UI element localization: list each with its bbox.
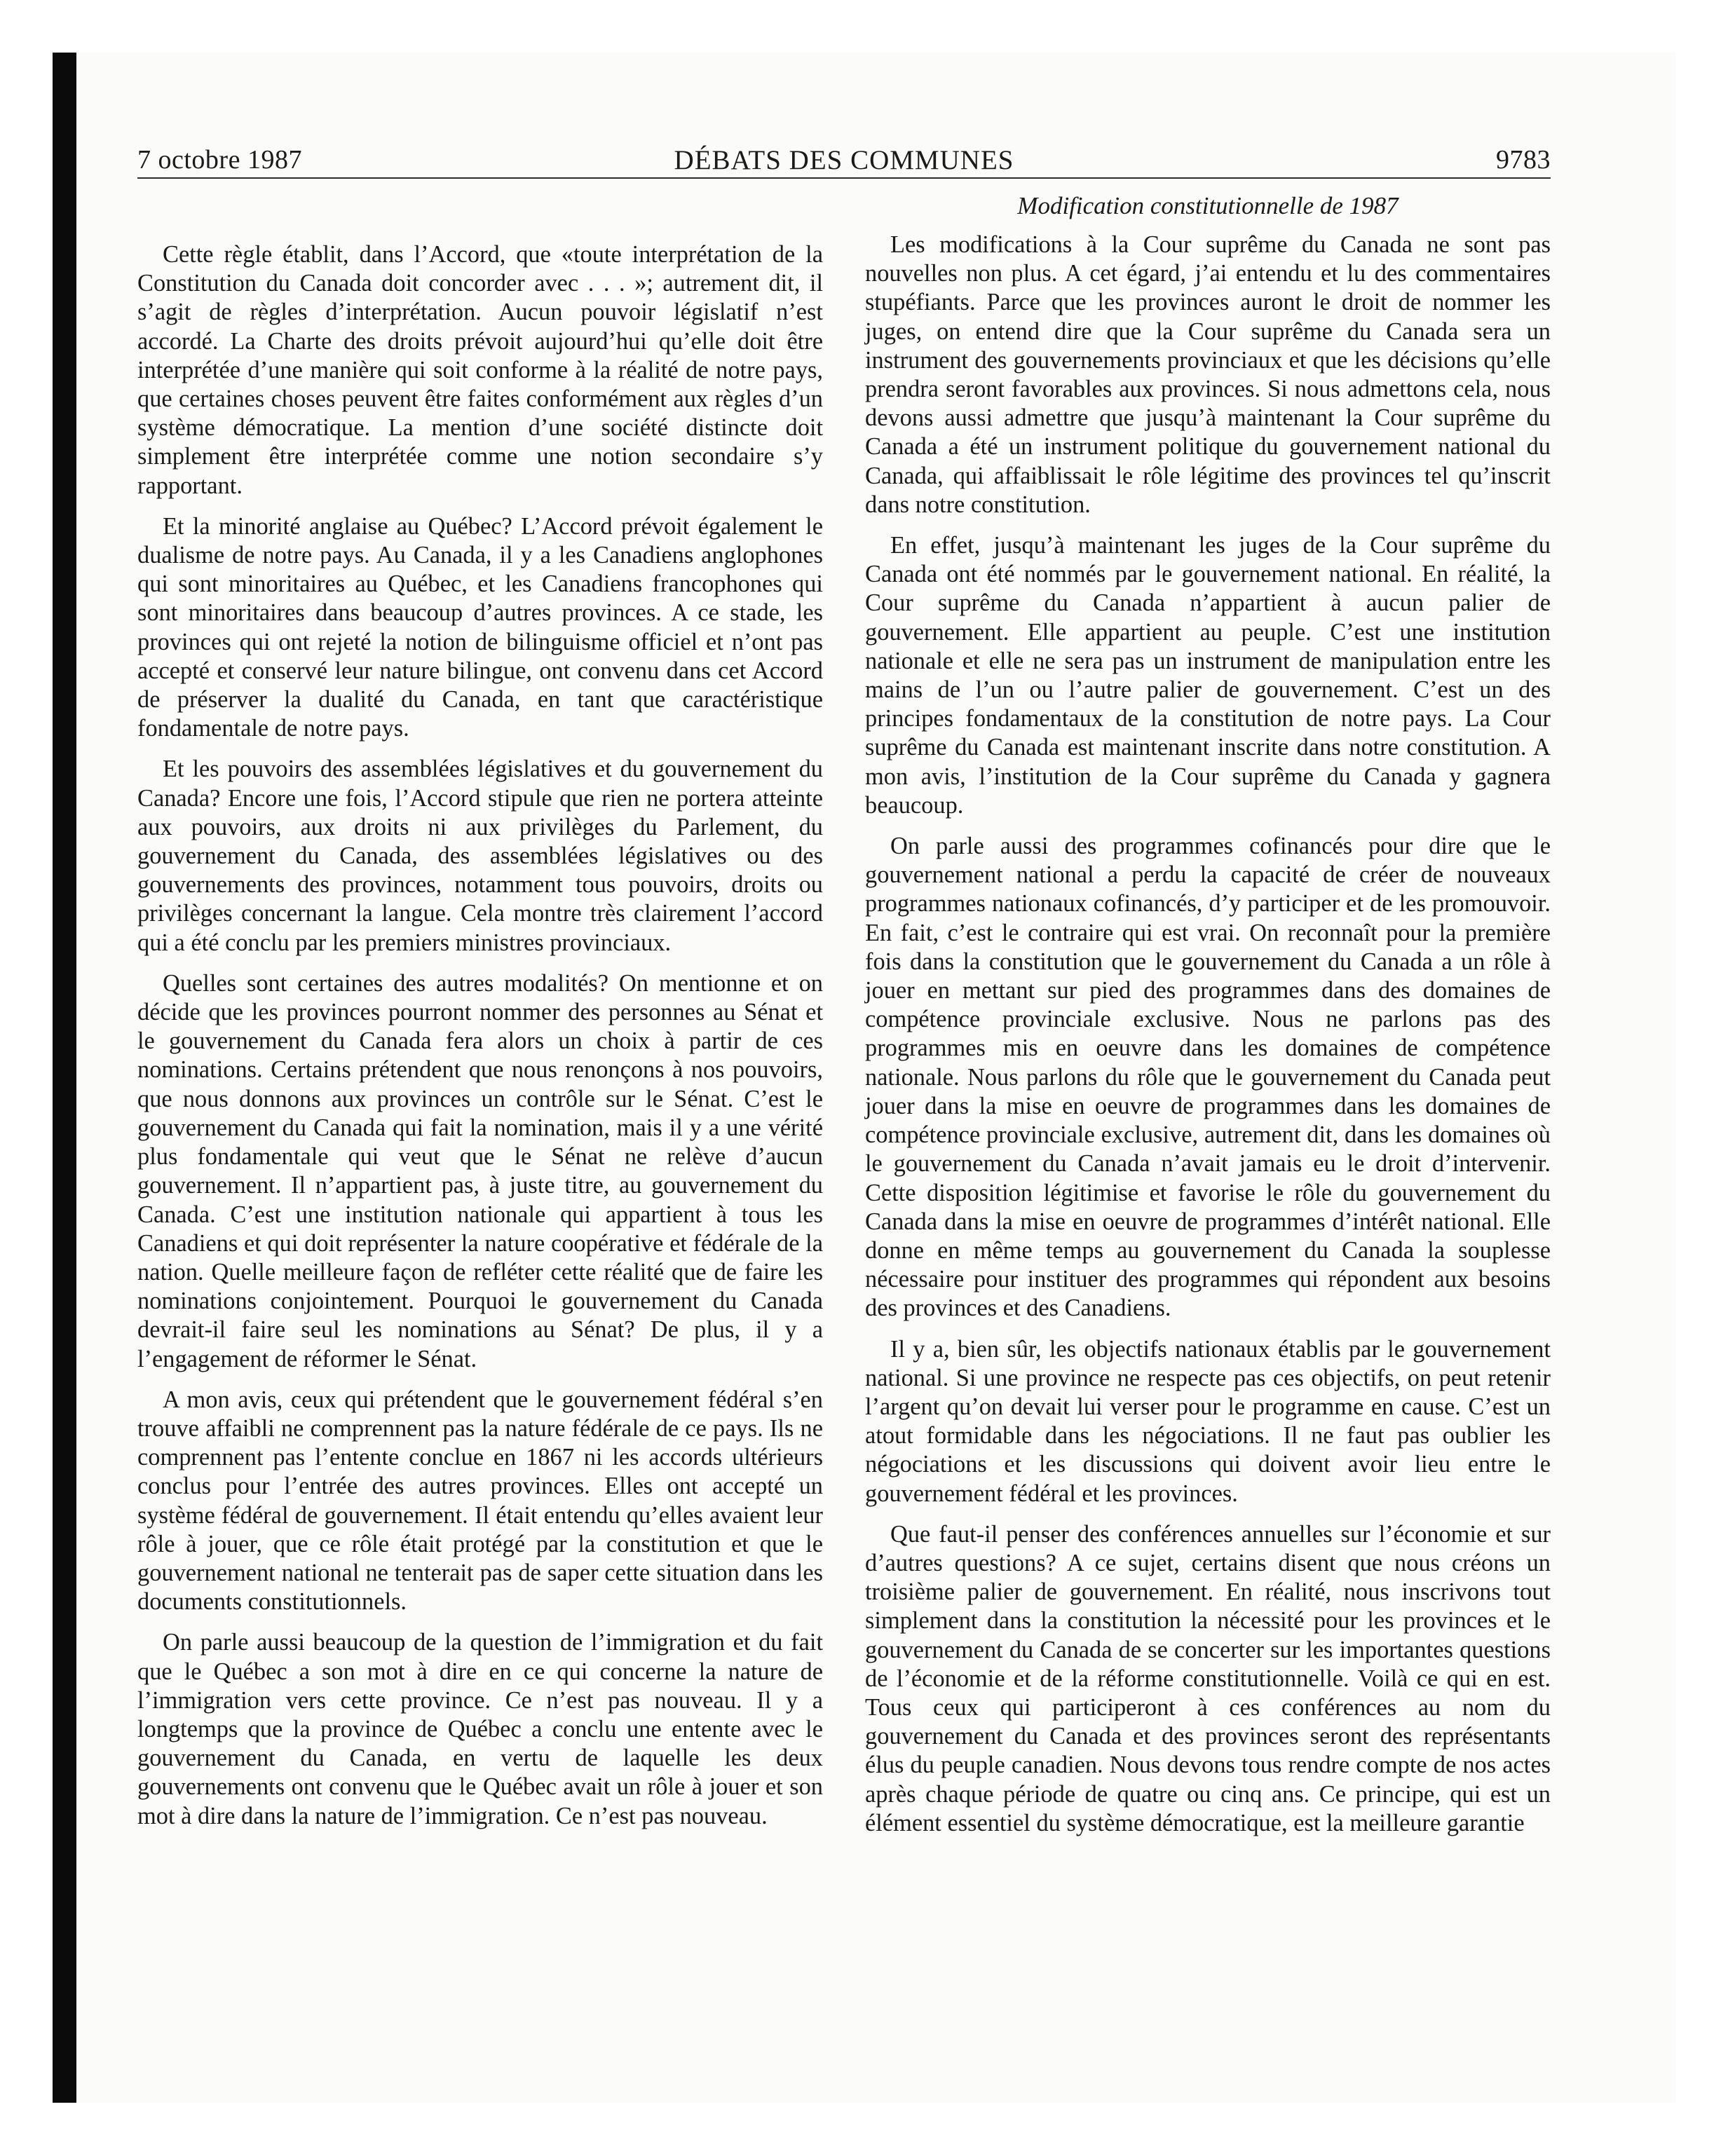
paragraph: On parle aussi des programmes cofinancés pour dire que le gouvernement national a perdu la capacité de créer de nouveaux programmes nationaux cofinancés, d’y participer et de les promouvoir. En fait, c’est le contraire qui est vrai. On reconnaît pour la première fois dans la constitution que le gouvernement du Canada a un rôle à jouer en mettant sur pied des programmes dans des domaines de compétence provinciale exclusive. Nous ne parlons pas des programmes mis en oeuvre dans les domaines de compétence nationale. Nous parlons du rôle que le gouvernement du Canada peut jouer dans la mise en oeuvre de programmes dans les domaines de compétence provinciale exclusive, autrement dit, dans les domaines où le gouvernement du Canada n’avait jamais eu le droit d’intervenir. Cette disposition légitimise et favorise le rôle du gouvernement du Canada dans la mise en oeuvre de programmes d’intérêt national. Elle donne en même temps au gouvernement du Canada la souplesse nécessaire pour instituer des programmes qui répondent aux besoins des provinces et des Canadiens. <box>865 833 1551 1322</box>
paragraph: Et la minorité anglaise au Québec? L’Accord prévoit également le dualisme de notre pays. Au Canada, il y a les Canadiens anglophones qui sont minoritaires au Québec, et les Canadiens francophones qui sont minoritaires dans beaucoup d’autres provinces. A ce stade, les provinces qui ont rejeté la notion de bilinguisme officiel et n’ont pas accepté et conservé leur nature bilingue, ont convenu dans cet Accord de préserver la dualité du Canada, en tant que caractéristique fondamentale de notre pays. <box>137 512 823 742</box>
header-rule <box>137 177 1551 179</box>
scan-edge-bar <box>53 53 76 2103</box>
right-column <box>865 191 1551 1850</box>
paragraph: Les modifications à la Cour suprême du Canada ne sont pas nouvelles non plus. A cet égard, j’ai entendu et lu des commentaires stupéfiants. Parce que les provinces auront le droit de nommer les juges, on entend dire que la Cour suprême du Canada sera un instrument des gouvernements provinciaux et que les décisions qu’elle prendra seront favorables aux provinces. Si nous admettons cela, nous devons aussi admettre que jusqu’à maintenant la Cour suprême du Canada a été un instrument politique du gouvernement national du Canada, qui affaiblissait le rôle légitime des provinces tel qu’inscrit dans notre constitution. <box>865 231 1551 518</box>
subject-heading: Modification constitutionnelle de 1987 <box>1017 192 1399 219</box>
page-number: 9783 <box>1496 145 1551 175</box>
paragraph: Il y a, bien sûr, les objectifs nationaux établis par le gouvernement national. Si une province ne respecte pas ces objectifs, on peut retenir l’argent qu’on devait lui verser pour le programme en cause. C’est un atout formidable dans les négociations. Il ne faut pas oublier les négociations et les discussions qui doivent avoir lieu entre le gouvernement fédéral et les provinces. <box>865 1335 1551 1507</box>
paragraph: Quelles sont certaines des autres modalités? On mentionne et on décide que les provinces pourront nommer des personnes au Sénat et le gouvernement du Canada fera alors un choix à partir de ces nominations. Certains prétendent que nous renonçons à nos pouvoirs, que nous donnons aux provinces un contrôle sur le Sénat. C’est le gouvernement du Canada qui fait la nomination, mais il y a une vérité plus fondamentale qui veut que le Sénat ne relève d’aucun gouvernement. Il n’appartient pas, à juste titre, au gouvernement du Canada. C’est une institution nationale qui appartient à tous les Canadiens et qui doit représenter la nature coopérative et fédérale de la nation. Quelle meilleure façon de refléter cette réalité que de faire les nominations conjointement. Pourquoi le gouvernement du Canada devrait-il faire seul les nominations au Sénat? De plus, il y a l’engagement de réformer le Sénat. <box>137 969 823 1372</box>
paragraph: Et les pouvoirs des assemblées législatives et du gouvernement du Canada? Encore une fois, l’Accord stipule que rien ne portera atteinte aux pouvoirs, aux droits ni aux privilèges du Parlement, du gouvernement du Canada, des assemblées législatives ou des gouvernements des provinces, notamment tous pouvoirs, droits ou privilèges concernant la langue. Cela montre très clairement l’accord qui a été conclu par les premiers ministres provinciaux. <box>137 756 823 956</box>
paragraph: A mon avis, ceux qui prétendent que le gouvernement fédéral s’en trouve affaibli ne comprennent pas la nature fédérale de ce pays. Ils ne comprennent pas l’entente conclue en 1867 ni les accords ultérieurs conclus pour l’entrée des autres provinces. Elles ont accepté un système fédéral de gouvernement. Il était entendu qu’elles avaient leur rôle à jouer, que ce rôle était protégé par la constitution et que le gouvernement national ne tenterait pas de saper cette situation dans les documents constitutionnels. <box>137 1386 823 1616</box>
paragraph: On parle aussi beaucoup de la question de l’immigration et du fait que le Québec a son mot à dire en ce qui concerne la nature de l’immigration vers cette province. Ce n’est pas nouveau. Il y a longtemps que la province de Québec a conclu une entente avec le gouvernement du Canada, en vertu de laquelle les deux gouvernements ont convenu que le Québec avait un rôle à jouer et son mot à dire dans la nature de l’immigration. Ce n’est pas nouveau. <box>137 1629 823 1829</box>
paragraph: Cette règle établit, dans l’Accord, que «toute interprétation de la Constitution du Canada doit concorder avec . . . »; autrement dit, il s’agit de règles d’interprétation. Aucun pouvoir législatif n’est accordé. La Charte des droits prévoit aujourd’hui qu’elle doit être interprétée d’une manière qui soit conforme à la réalité de notre pays, que certaines choses peuvent être faites conformément aux règles d’un système démocratique. La mention d’une société distincte doit simplement être interprétée comme une notion secondaire s’y rapportant. <box>137 241 823 499</box>
header-date: 7 octobre 1987 <box>137 145 302 175</box>
header-title: DÉBATS DES COMMUNES <box>674 145 1014 175</box>
left-column <box>137 240 823 1843</box>
paragraph: En effet, jusqu’à maintenant les juges de la Cour suprême du Canada ont été nommés par le gouvernement national. En réalité, la Cour suprême du Canada n’appartient à aucun palier de gouvernement. Elle appartient au peuple. C’est une institution nationale et elle ne sera pas un instrument de manipulation entre les mains de l’un ou l’autre palier de gouvernement. C’est un des principes fondamentaux de la constitution de notre pays. La Cour suprême du Canada est maintenant inscrite dans notre constitution. A mon avis, l’institution de la Cour suprême du Canada y gagnera beaucoup. <box>865 532 1551 819</box>
running-head <box>137 137 1551 179</box>
paragraph: Que faut-il penser des conférences annuelles sur l’économie et sur d’autres questions? A ce sujet, certains disent que nous créons un troisième palier de gouvernement. En réalité, nous inscrivons tout simplement dans la constitution la nécessité pour les provinces et le gouvernement du Canada de se concerter sur les importantes questions de l’économie et de la réforme constitutionnelle. Voilà ce qui en est. Tous ceux qui participeront à ces conférences au nom du gouvernement du Canada et des provinces seront des représentants élus du peuple canadien. Nous devons tous rendre compte de nos actes après chaque période de quatre ou cinq ans. Ce principe, qui est un élément essentiel du système démocratique, est la meilleure garantie <box>865 1520 1551 1836</box>
